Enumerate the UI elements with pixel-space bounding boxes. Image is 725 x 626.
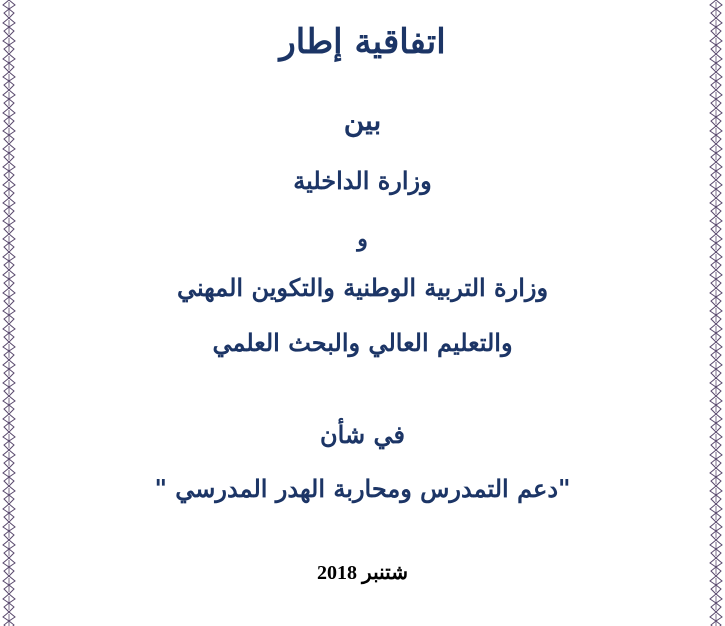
agreement-date: شتنبر 2018 xyxy=(317,562,408,584)
agreement-title: اتفاقية إطار xyxy=(279,22,446,62)
left-decorative-border xyxy=(0,0,18,626)
right-border-ornament xyxy=(707,0,725,626)
between-label: بين xyxy=(343,104,382,137)
party-two-ministry-line2: والتعليم العالي والبحث العلمي xyxy=(212,328,513,357)
agreement-subject: "دعم التمدرس ومحاربة الهدر المدرسي " xyxy=(154,474,571,503)
left-border-ornament xyxy=(0,0,18,626)
subject-label: في شأن xyxy=(320,420,405,449)
cover-content xyxy=(18,0,707,626)
right-decorative-border xyxy=(707,0,725,626)
party-two-ministry-line1: وزارة التربية الوطنية والتكوين المهني xyxy=(176,273,549,302)
party-one-ministry: وزارة الداخلية xyxy=(293,166,432,195)
conjunction-label: و xyxy=(357,226,368,252)
